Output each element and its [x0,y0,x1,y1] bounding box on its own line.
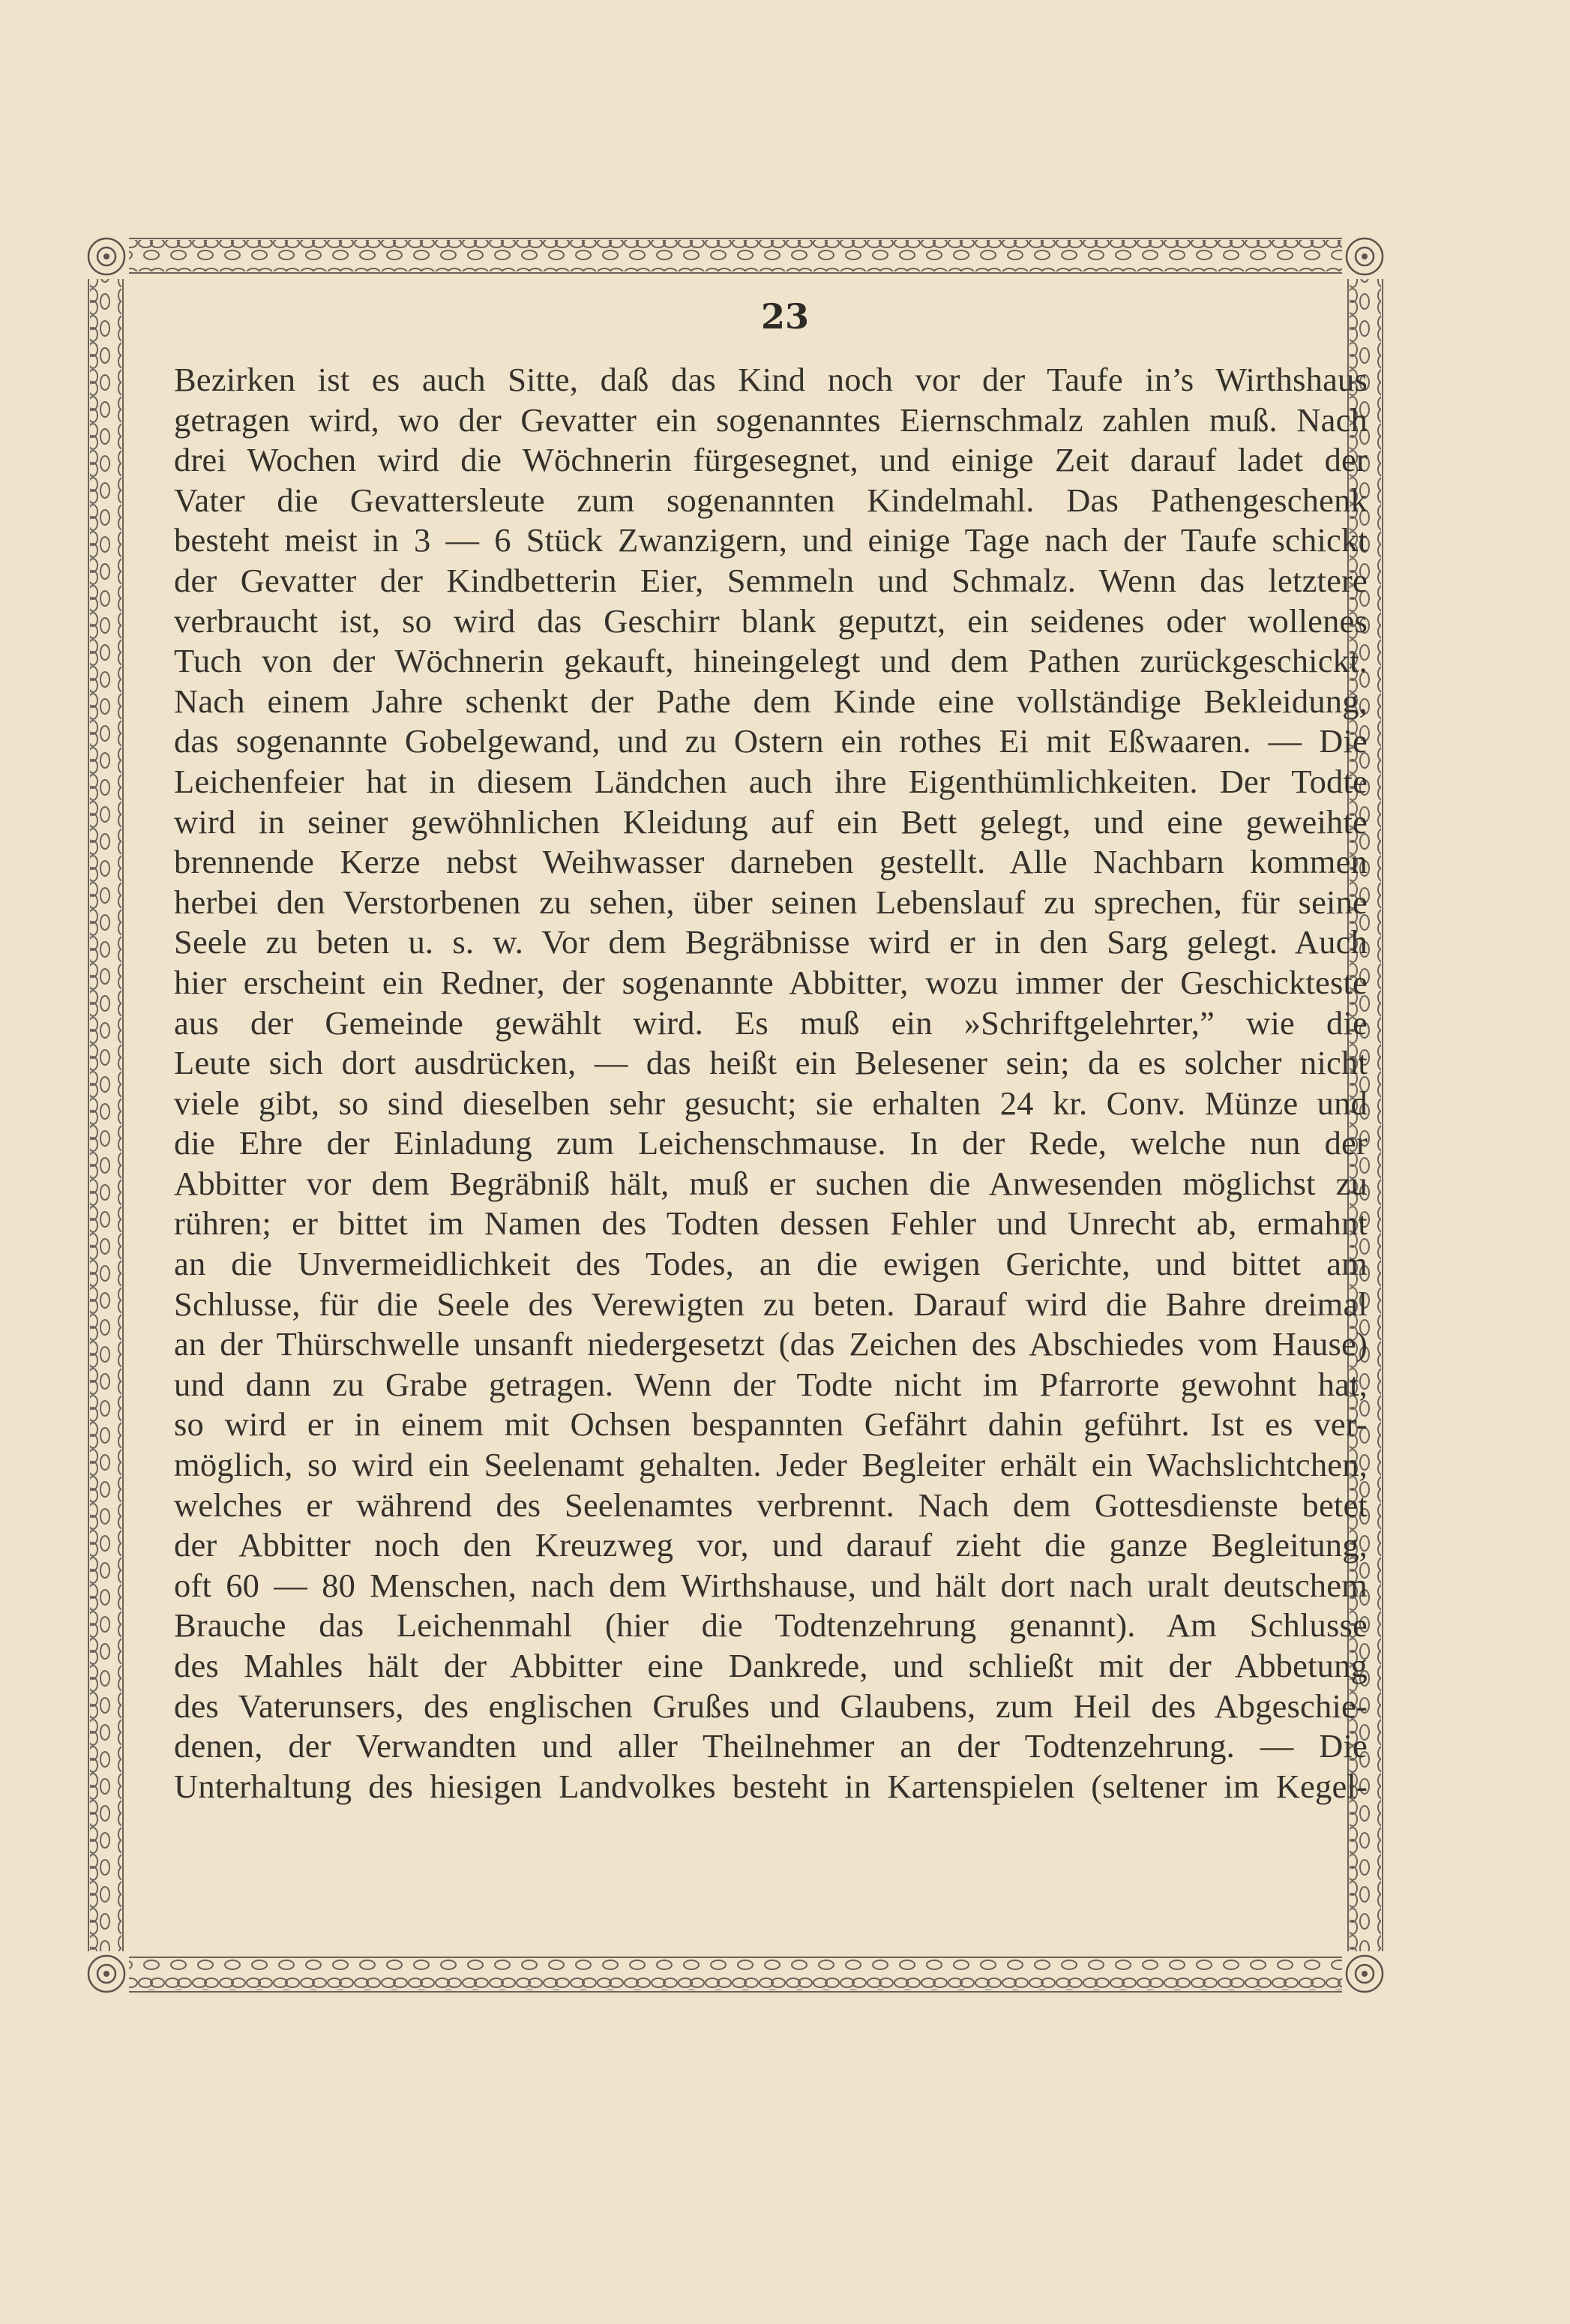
text-line: an der Thürschwelle unsanft niedergesetzt (das Zeichen des Abschiedes vom Hause) [174,1325,1368,1363]
text-line: und dann zu Grabe getragen. Wenn der Todte nicht im Pfarrorte gewohnt hat, [174,1365,1368,1403]
text-line: die Ehre der Einladung zum Leichenschmause. In der Rede, welche nun der [174,1124,1368,1162]
text-line: der Abbitter noch den Kreuzweg vor, und darauf zieht die ganze Begleitung, [174,1526,1368,1564]
text-line: Tuch von der Wöchnerin gekauft, hineingelegt und dem Pathen zurückgeschickt. [174,642,1368,680]
text-line: so wird er in einem mit Ochsen bespannten Gefährt dahin geführt. Ist es ver- [174,1405,1368,1444]
text-line: drei Wochen wird die Wöchnerin fürgesegnet, und einige Zeit darauf ladet der [174,441,1368,479]
text-line: der Gevatter der Kindbetterin Eier, Semmeln und Schmalz. Wenn das letztere [174,561,1368,599]
text-line: Leichenfeier hat in diesem Ländchen auch ihre Eigenthümlichkeiten. Der Todte [174,762,1368,800]
text-line: verbraucht ist, so wird das Geschirr blank geputzt, ein seidenes oder wollenes [174,601,1368,640]
text-line: rühren; er bittet im Namen des Todten dessen Fehler und Unrecht ab, ermahnt [174,1204,1368,1243]
text-line: hier erscheint ein Redner, der sogenannte Abbitter, wozu immer der Geschickteste [174,963,1368,1001]
text-line: wird in seiner gewöhnlichen Kleidung auf ein Bett gelegt, und eine geweihte [174,802,1368,841]
text-line: des Vaterunsers, des englischen Grußes und Glaubens, zum Heil des Abgeschie- [174,1687,1368,1725]
text-line: Bezirken ist es auch Sitte, daß das Kind noch vor der Taufe in’s Wirthshaus [174,361,1368,398]
text-line: getragen wird, wo der Gevatter ein sogenanntes Eiernschmalz zahlen muß. Nach [174,400,1368,439]
text-line: Brauche das Leichenmahl (hier die Todtenzehrung genannt). Am Schlusse [174,1606,1368,1645]
text-line: herbei den Verstorbenen zu sehen, über seinen Lebenslauf zu sprechen, für seine [174,883,1368,921]
text-line: des Mahles hält der Abbitter eine Dankrede, und schließt mit der Abbetung [174,1647,1368,1684]
text-line: oft 60 — 80 Menschen, nach dem Wirthshause, und hält dort nach uralt deutschem [174,1566,1368,1604]
text-line: Leute sich dort ausdrücken, — das heißt ein Belesener sein; da es solcher nicht [174,1044,1368,1082]
page-number: 23 [760,296,809,337]
text-line: brennende Kerze nebst Weihwasser darneben gestellt. Alle Nachbarn kommen [174,843,1368,881]
text-line: das sogenannte Gobelgewand, und zu Ostern ein rothes Ei mit Eßwaaren. — Die [174,722,1368,760]
text-line: Unterhaltung des hiesigen Landvolkes besteht in Kartenspielen (seltener im Kegel- [174,1767,1368,1805]
text-line: besteht meist in 3 — 6 Stück Zwanzigern, und einige Tage nach der Taufe schickt [174,521,1368,559]
text-line: möglich, so wird ein Seelenamt gehalten. Jeder Begleiter erhält ein Wachslichtchen, [174,1446,1368,1484]
text-line: Seele zu beten u. s. w. Vor dem Begräbnisse wird er in den Sarg gelegt. Auch [174,923,1368,961]
text-line: Nach einem Jahre schenkt der Pathe dem Kinde eine vollständige Bekleidung, [174,682,1368,720]
text-line: aus der Gemeinde gewählt wird. Es muß ein »Schriftgelehrter,” wie die [174,1003,1368,1042]
text-line: an die Unvermeidlichkeit des Todes, an die ewigen Gerichte, und bittet am [174,1245,1368,1283]
text-line: welches er während des Seelenamtes verbrennt. Nach dem Gottesdienste betet [174,1486,1368,1524]
text-line: Vater die Gevattersleute zum sogenannten Kindelmahl. Das Pathengeschenk [174,481,1368,519]
text-line: denen, der Verwandten und aller Theilnehmer an der Todtenzehrung. — Die [174,1727,1368,1765]
text-line: viele gibt, so sind dieselben sehr gesucht; sie erhalten 24 kr. Conv. Münze und [174,1084,1368,1122]
text-line: Abbitter vor dem Begräbniß hält, muß er suchen die Anwesenden möglichst zu [174,1164,1368,1202]
text-line: Schlusse, für die Seele des Verewigten zu beten. Darauf wird die Bahre dreimal [174,1285,1368,1323]
body-text [174,360,1368,1807]
